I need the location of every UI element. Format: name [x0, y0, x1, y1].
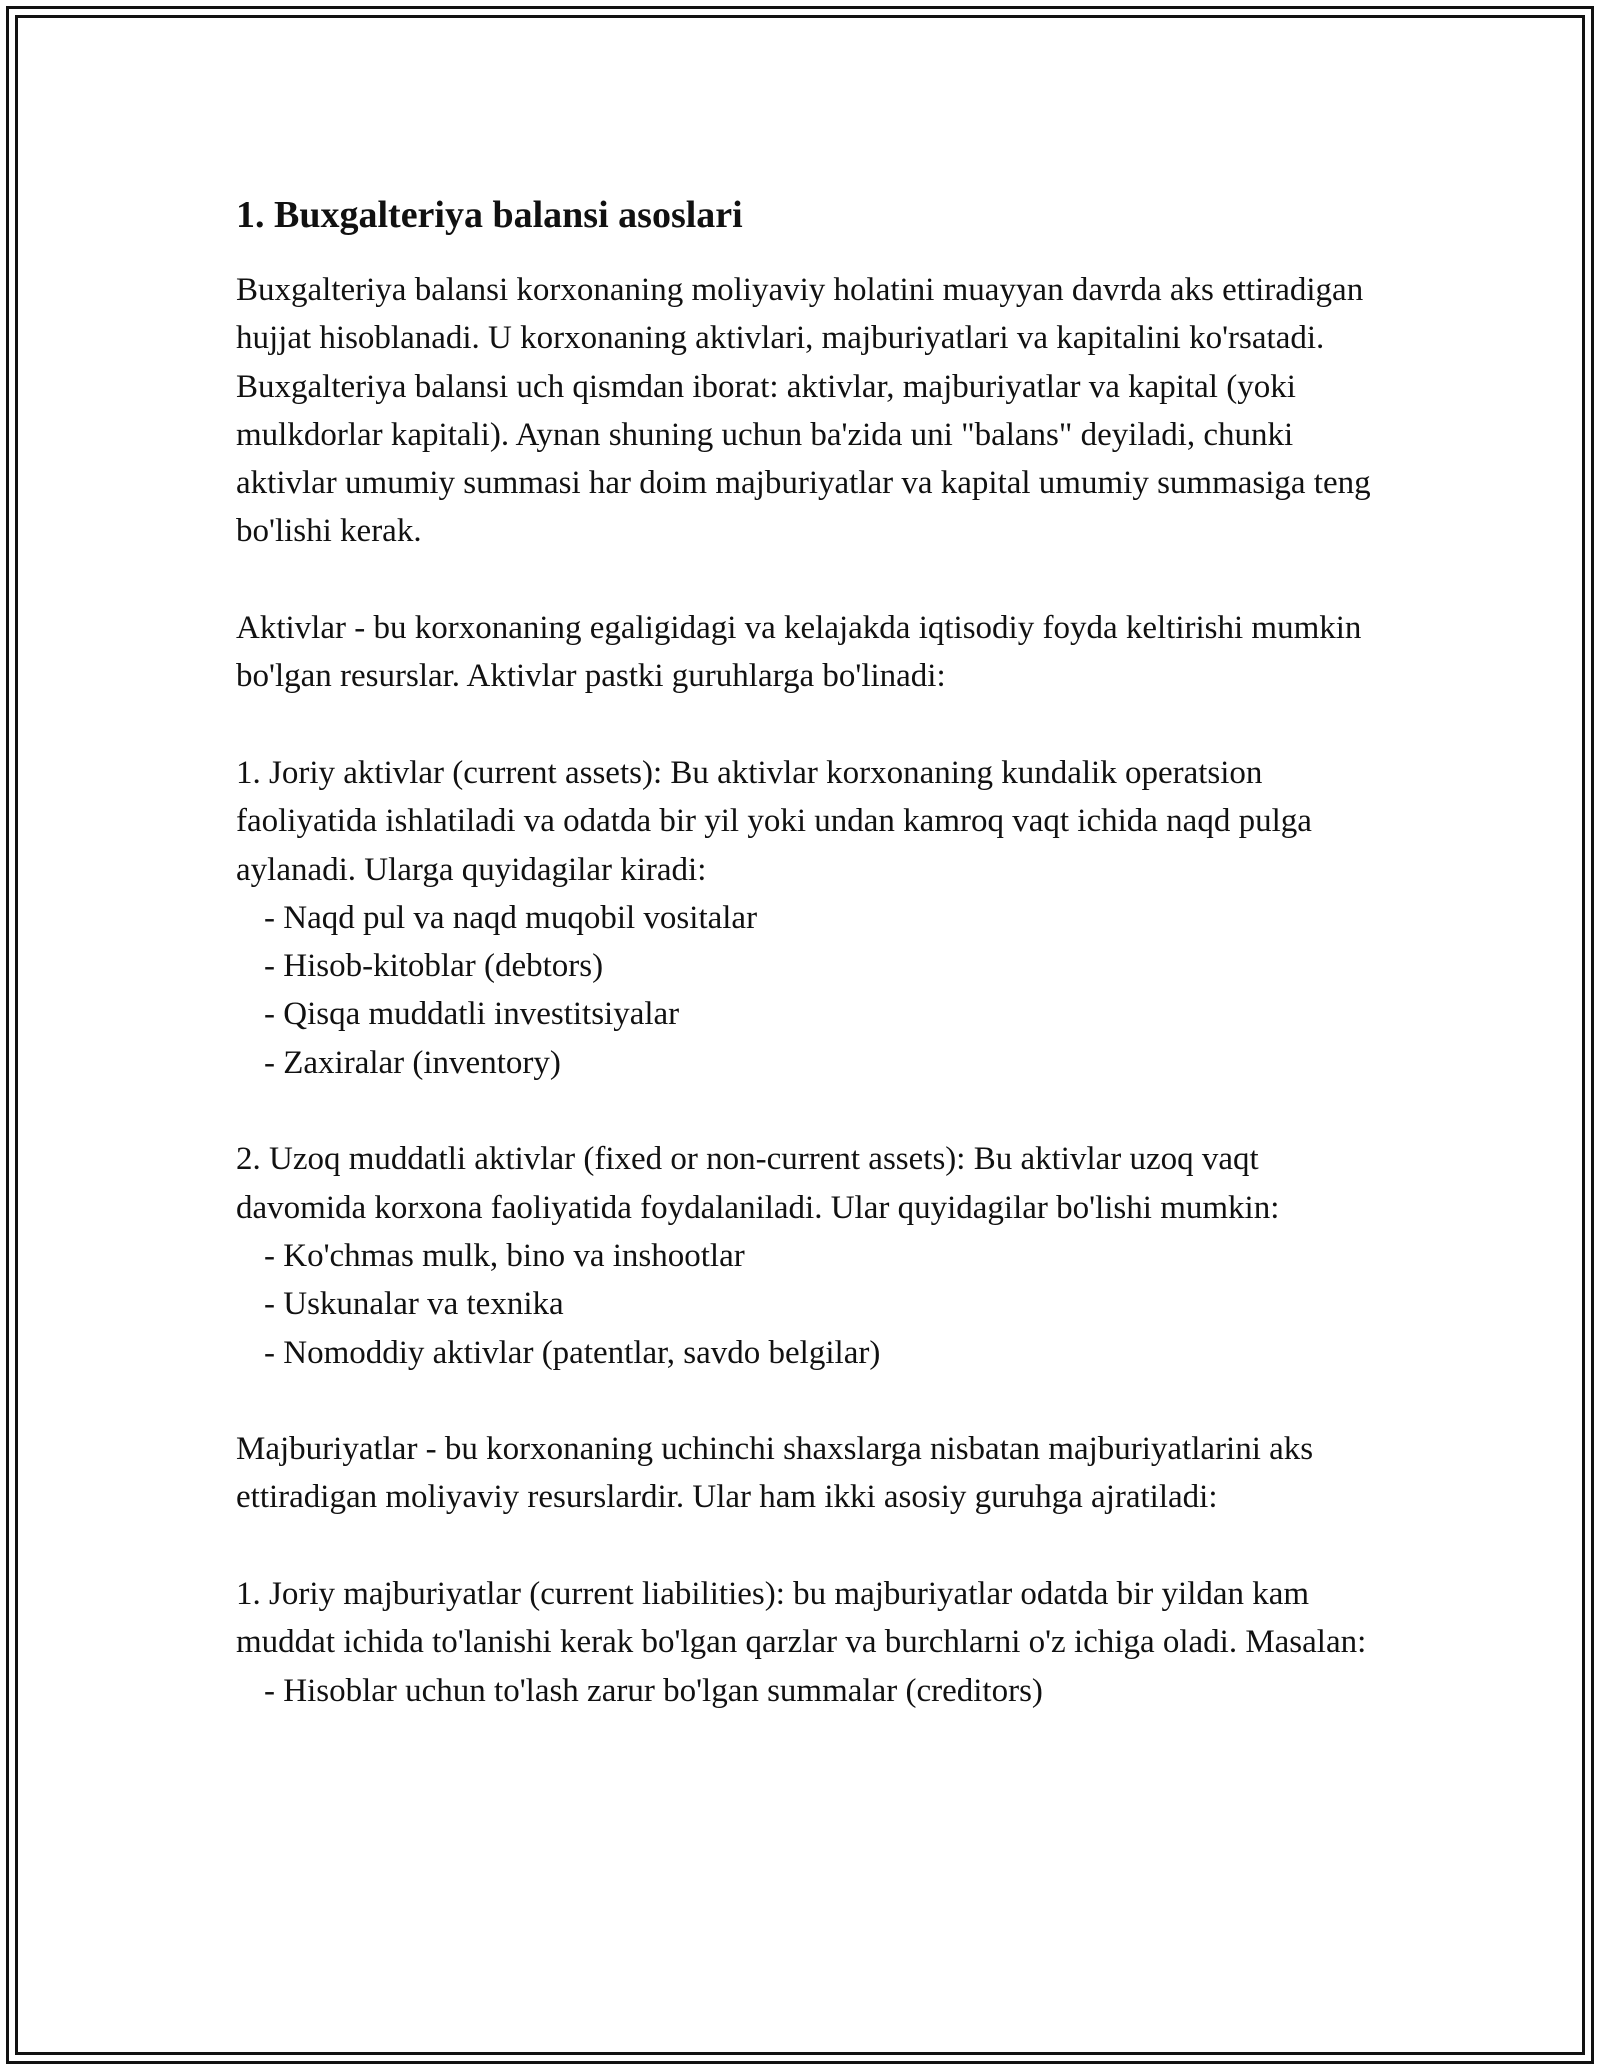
list-item: - Qisqa muddatli investitsiyalar: [264, 996, 680, 1033]
paragraph-gap: [236, 1087, 1376, 1135]
paragraph-gap: [236, 1522, 1376, 1570]
paragraph-gap: [236, 1377, 1376, 1425]
list-item: - Hisoblar uchun to'lash zarur bo'lgan summalar (creditors): [264, 1672, 1043, 1709]
assets-intro-paragraph: Aktivlar - bu korxonaning egaligidagi va kelajakda iqtisodiy foyda keltirishi mumkin bo'lgan resurslar. Aktivlar pastki guruhlarga bo'linadi:: [236, 610, 1362, 695]
list-item: - Naqd pul va naqd muqobil vositalar: [264, 899, 758, 936]
document-body: [236, 186, 1376, 1715]
fixed-assets-list: [236, 1232, 1376, 1377]
intro-paragraph: Buxgalteriya balansi korxonaning moliyaviy holatini muayyan davrda aks ettiradigan hujjat hisoblanadi. U korxonaning aktivlari, majburiyatlari va kapitalini ko'rsatadi. Buxgalteriya balansi uch qismdan iborat: aktivlar, majburiyatlar va kapital (yoki mulkdorlar kapitali). Aynan shuning uchun ba'zida uni "balans" deyiladi, chunki aktivlar umumiy summasi har doim majburiyatlar va kapital umumiy summasiga teng bo'lishi kerak.: [236, 272, 1371, 550]
section-heading: 1. Buxgalteriya balansi asoslari: [236, 194, 743, 236]
liabilities-intro-paragraph: Majburiyatlar - bu korxonaning uchinchi shaxslarga nisbatan majburiyatlarini aks ettiradigan moliyaviy resurslardir. Ular ham ikki asosiy guruhga ajratiladi:: [236, 1431, 1314, 1516]
current-assets-paragraph: 1. Joriy aktivlar (current assets): Bu aktivlar korxonaning kundalik operatsion faoliyatida ishlatiladi va odatda bir yil yoki undan kamroq vaqt ichida naqd pulga aylanadi. Ularga quyidagilar kiradi:: [236, 754, 1312, 888]
paragraph-gap: [236, 701, 1376, 749]
list-item: - Nomoddiy aktivlar (patentlar, savdo belgilar): [264, 1334, 881, 1371]
list-item: - Ko'chmas mulk, bino va inshootlar: [264, 1237, 745, 1274]
paragraph-gap: [236, 556, 1376, 604]
list-item: - Uskunalar va texnika: [264, 1286, 564, 1323]
current-assets-list: [236, 894, 1376, 1087]
fixed-assets-paragraph: 2. Uzoq muddatli aktivlar (fixed or non-current assets): Bu aktivlar uzoq vaqt davomida korxona faoliyatida foydalaniladi. Ular quyidagilar bo'lishi mumkin:: [236, 1141, 1280, 1226]
current-liabilities-list: [236, 1667, 1376, 1715]
current-liabilities-paragraph: 1. Joriy majburiyatlar (current liabilities): bu majburiyatlar odatda bir yildan kam muddat ichida to'lanishi kerak bo'lgan qarzlar va burchlarni o'z ichiga oladi. Masalan:: [236, 1576, 1367, 1661]
list-item: - Zaxiralar (inventory): [264, 1044, 561, 1081]
list-item: - Hisob-kitoblar (debtors): [264, 948, 604, 985]
